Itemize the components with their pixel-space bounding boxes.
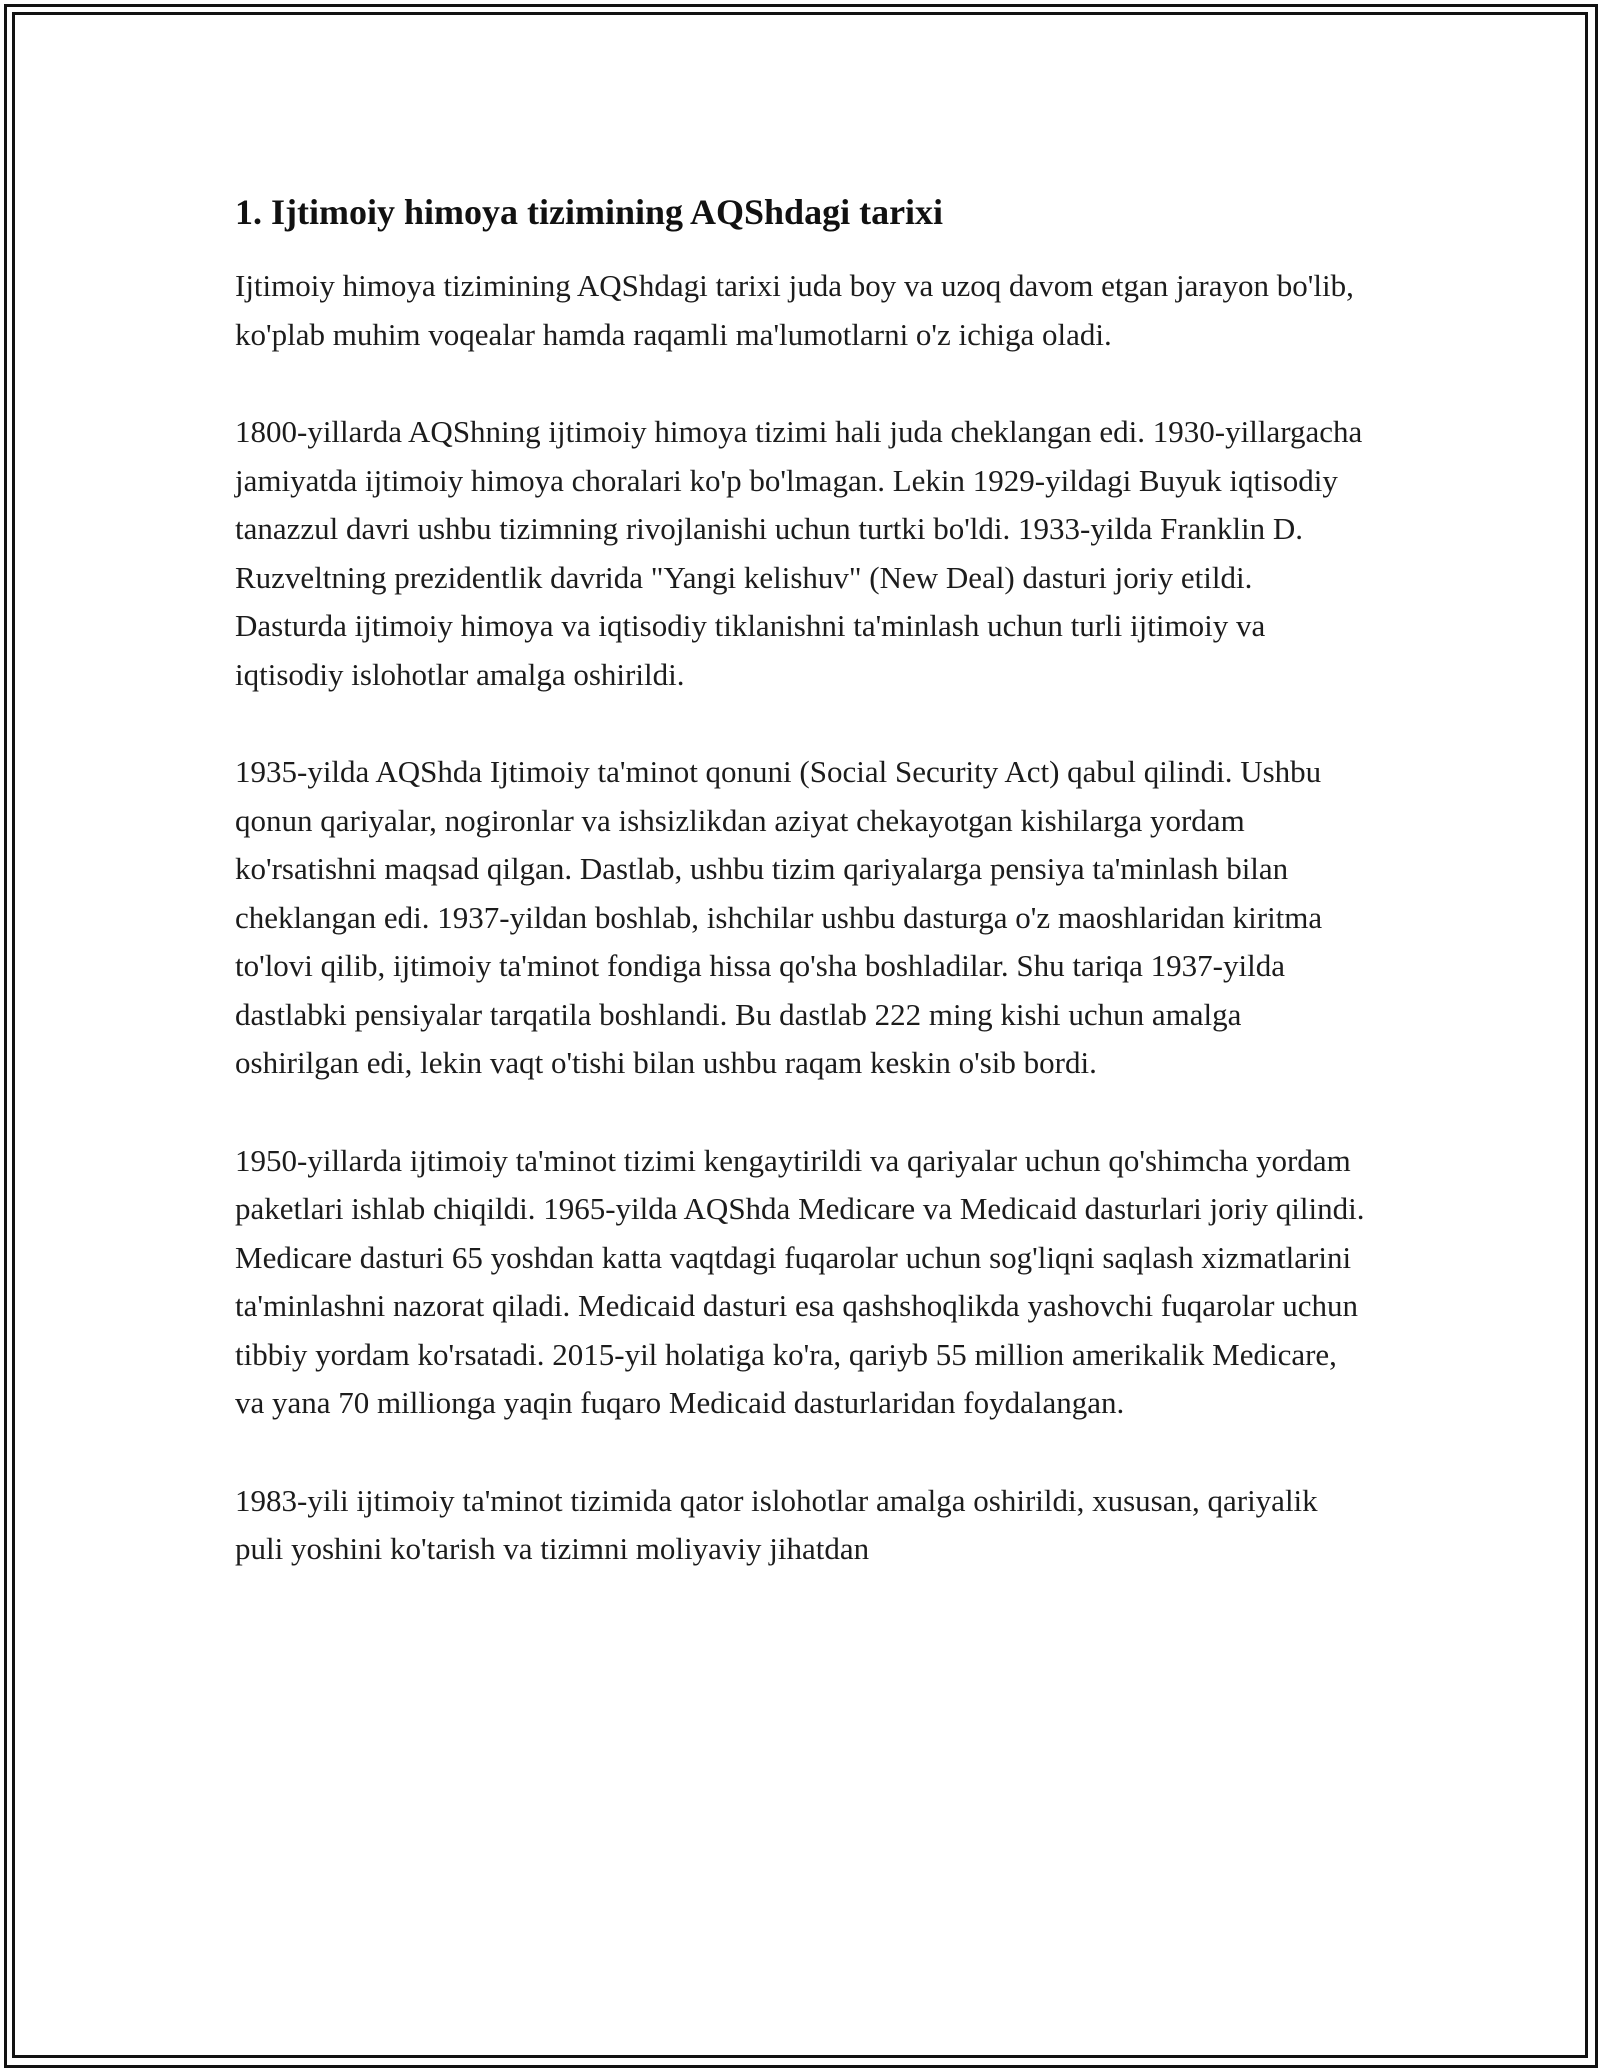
document-body bbox=[235, 188, 1365, 1623]
paragraph-social-security-act: 1935-yilda AQShda Ijtimoiy ta'minot qonuni (Social Security Act) qabul qilindi. Ushbu qonun qariyalar, nogironlar va ishsizlikdan aziyat chekayotgan kishilarga yordam ko'rsatishni maqsad qilgan. Dastlab, ushbu tizim qariyalarga pensiya ta'minlash bilan cheklangan edi. 1937-yildan boshlab, ishchilar ushbu dasturga o'z maoshlaridan kiritma to'lovi qilib, ijtimoiy ta'minot fondiga hissa qo'sha boshladilar. Shu tariqa 1937-yilda dastlabki pensiyalar tarqatila boshlandi. Bu dastlab 222 ming kishi uchun amalga oshirilgan edi, lekin vaqt o'tishi bilan ushbu raqam keskin o'sib bordi. bbox=[235, 754, 1323, 1080]
paragraph-1983-reforms: 1983-yili ijtimoiy ta'minot tizimida qator islohotlar amalga oshirildi, xususan, qariyalik puli yoshini ko'tarish va tizimni moliyaviy jihatdan bbox=[235, 1482, 1318, 1566]
section-heading: 1. Ijtimoiy himoya tizimining AQShdagi tarixi bbox=[235, 192, 944, 232]
paragraph-intro: Ijtimoiy himoya tizimining AQShdagi tarixi juda boy va uzoq davom etgan jarayon bo'lib, ko'plab muhim voqealar hamda raqamli ma'lumotlarni o'z ichiga oladi. bbox=[235, 268, 1354, 352]
paragraph-1800s-new-deal: 1800-yillarda AQShning ijtimoiy himoya tizimi hali juda cheklangan edi. 1930-yillargacha jamiyatda ijtimoiy himoya choralari ko'p bo'lmagan. Lekin 1929-yildagi Buyuk iqtisodiy tanazzul davri ushbu tizimning rivojlanishi uchun turtki bo'ldi. 1933-yilda Franklin D. Ruzveltning prezidentlik davrida "Yangi kelishuv" (New Deal) dasturi joriy etildi. Dasturda ijtimoiy himoya va iqtisodiy tiklanishni ta'minlash uchun turli ijtimoiy va iqtisodiy islohotlar amalga oshirildi. bbox=[235, 414, 1363, 692]
paragraph-medicare-medicaid: 1950-yillarda ijtimoiy ta'minot tizimi kengaytirildi va qariyalar uchun qo'shimcha yordam paketlari ishlab chiqildi. 1965-yilda AQShda Medicare va Medicaid dasturlari joriy qilindi. Medicare dasturi 65 yoshdan katta vaqtdagi fuqarolar uchun sog'liqni saqlash xizmatlarini ta'minlashni nazorat qiladi. Medicaid dasturi esa qashshoqlikda yashovchi fuqarolar uchun tibbiy yordam ko'rsatadi. 2015-yil holatiga ko'ra, qariyb 55 million amerikalik Medicare, va yana 70 millionga yaqin fuqaro Medicaid dasturlaridan foydalangan. bbox=[235, 1142, 1365, 1420]
